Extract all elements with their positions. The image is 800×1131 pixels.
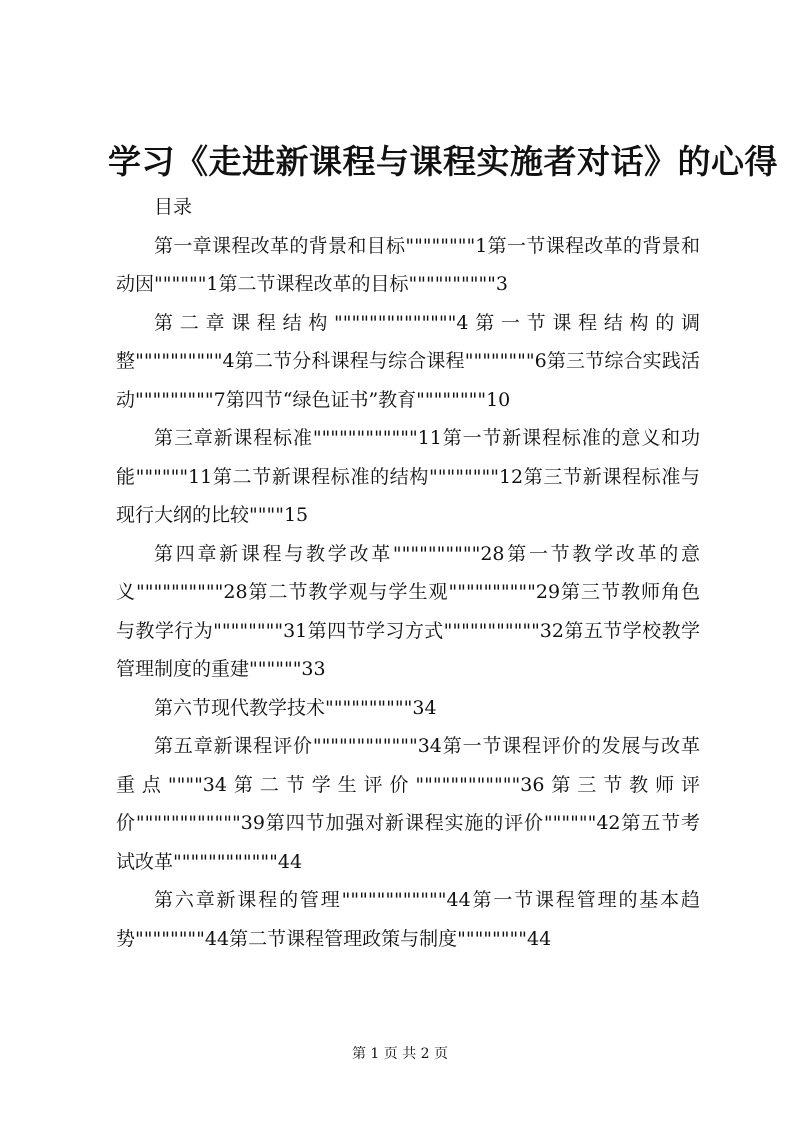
table-of-contents [116, 188, 700, 958]
toc-entry-chapter-1: 第一章课程改革的背景和目标""""""""1第一节课程改革的背景和动因""""""1第二节课程改革的目标""""""""""3 [116, 234, 700, 295]
document-title: 学习《走进新课程与课程实施者对话》的心得 [108, 142, 778, 181]
toc-entry-section-6: 第六节现代教学技术""""""""""34 [154, 696, 437, 719]
toc-entry-chapter-3: 第三章新课程标准""""""""""""11第一节新课程标准的意义和功能""""""11第二节新课程标准的结构""""""""12第三节新课程标准与现行大纲的比较""""15 [116, 427, 700, 526]
toc-entry-chapter-6: 第六章新课程的管理""""""""""""44第一节课程管理的基本趋势""""""""44第二节课程管理政策与制度""""""""44 [116, 889, 700, 950]
toc-entry-chapter-2: 第二章课程结构""""""""""""""4第一节课程结构的调整""""""""""4第二节分科课程与综合课程""""""""6第三节综合实践活动"""""""""7第四节“绿色证书”教育""""""""10 [116, 311, 700, 411]
toc-entry-chapter-4: 第四章新课程与教学改革""""""""""28第一节教学改革的意义""""""""""28第二节教学观与学生观""""""""""29第三节教师角色与教学行为""""""""31第四节学习方式"""""""""""32第五节学校教学管理制度的重建""""""33 [116, 542, 700, 680]
page-footer: 第 1 页 共 2 页 [351, 1046, 449, 1062]
toc-entry-chapter-5: 第五章新课程评价""""""""""""34第一节课程评价的发展与改革重点""""34第二节学生评价""""""""""""36第三节教师评价""""""""""""39第四节加强对新课程实施的评价""""""42第五节考试改革""""""""""""44 [116, 735, 700, 873]
toc-heading: 目录 [154, 196, 193, 218]
